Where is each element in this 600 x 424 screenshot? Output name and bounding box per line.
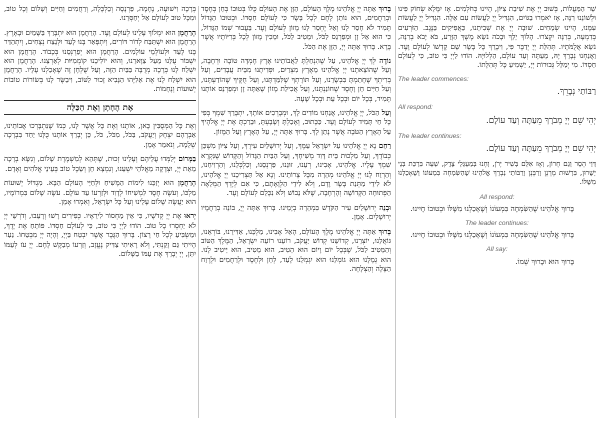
response-line: יְהִי שֵׁם יְיָ מְבֹרָךְ מֵעַתָּה וְעַד עוֹלָם. (486, 115, 596, 126)
paragraph-text: לְּךָ יְיָ אֱלֹהֵינוּ, עַל שֶׁהִנְחַלְתָּ לַאֲבוֹתֵינוּ אֶרֶץ חֶמְדָּה טוֹבָה וּרְחָבָה, וְעַל שֶׁהוֹצֵאתָנוּ יְיָ אֱלֹהֵינוּ מֵאֶרֶץ מִצְרַיִם, וּפְדִיתָנוּ מִבֵּית עֲבָדִים, וְעַל בְּרִיתְךָ שֶׁחָתַמְתָּ בִּבְשָׂרֵנוּ, וְעַל תּוֹרָתְךָ שֶׁלִּמַּדְתָּנוּ, וְעַל חֻקֶּיךָ שֶׁהוֹדַעְתָּנוּ, וְעַל חַיִּים חֵן וָחֶסֶד שֶׁחוֹנַנְתָּנוּ, וְעַל אֲכִילַת מָזוֹן שָׁאַתָּה זָן וּמְפַרְנֵס אוֹתָנוּ תָּמִיד, בְּכָל יוֹם וּבְכָל עֵת וּבְכָל שָׁעָה. (201, 56, 391, 103)
paragraph-text: אֶת יְיָ קְדֹשָׁיו, כִּי אֵין מַחְסוֹר לִירֵאָיו. כְּפִירִים רָשׁוּ וְרָעֵבוּ, וְדֹרְשֵׁי יְיָ לֹא יַחְסְרוּ כָל טוֹב. הוֹדוּ לַיְיָ כִּי טוֹב, כִּי לְעוֹלָם חַסְדּוֹ. פּוֹתֵחַ אֶת יָדֶךָ, וּמַשְׂבִּיעַ לְכָל חַי רָצוֹן. בָּרוּךְ הַגֶּבֶר אֲשֶׁר יִבְטַח בַּיְיָ, וְהָיָה יְיָ מִבְטַחוֹ. נַעַר הָיִיתִי גַּם זָקַנְתִּי, וְלֹא רָאִיתִי צַדִּיק נֶעֱזָב, וְזַרְעוֹ מְבַקֶּשׁ לָחֶם. יְיָ עֹז לְעַמּוֹ יִתֵּן, יְיָ יְבָרֵךְ אֶת עַמּוֹ בַשָּׁלוֹם. (4, 211, 196, 258)
instruction-rubric: All say: (486, 246, 508, 254)
paragraph-lead-word: וּבְנֵה (379, 202, 391, 212)
paragraph-text: אַתָּה יְיָ אֱלֹהֵינוּ מֶלֶךְ הָעוֹלָם, הַזָּן אֶת הָעוֹלָם כֻּלּוֹ בְּטוּבוֹ בְּחֵן בְּחֶסֶד וּבְרַחֲמִים, הוּא נוֹתֵן לֶחֶם לְכָל בָּשָׂר כִּי לְעוֹלָם חַסְדּוֹ. וּבְטוּבוֹ הַגָּדוֹל תָּמִיד לֹא חָסַר לָנוּ וְאַל יֶחְסַר לָנוּ מָזוֹן לְעוֹלָם וָעֶד. בַּעֲבוּר שְׁמוֹ הַגָּדוֹל, כִּי הוּא אֵל זָן וּמְפַרְנֵס לַכֹּל, וּמֵטִיב לַכֹּל, וּמֵכִין מָזוֹן לְכָל בְּרִיּוֹתָיו אֲשֶׁר בָּרָא. בָּרוּךְ אַתָּה יְיָ, הַזָּן אֶת הַכֹּל. (201, 4, 391, 51)
response-line: בָּרוּךְ אֱלֹהֵינוּ שֶׁהַשִּׂמְחָה בִּמְעוֹנוֹ וְשֶׁאָכַלְנוּ מִשֶּׁלּוֹ וּבְטוּבוֹ חָיִינוּ. (410, 230, 574, 240)
paragraph-text: יְרוּשָׁלַיִם עִיר הַקֹּדֶשׁ בִּמְהֵרָה בְיָמֵינוּ. בָּרוּךְ אַתָּה יְיָ, בּוֹנֵה בְרַחֲמָיו יְרוּשָׁלָיִם. אָמֵן. (201, 202, 391, 222)
blessing-paragraph: בְּרָכָה וִישׁוּעָה, נֶחָמָה, פַּרְנָסָה וְכַלְכָּלָה, וְרַחֲמִים וְחַיִּים וְשָׁלוֹם וְכָל טוֹב, וּמִכָּל טוּב לְעוֹלָם אַל יְחַסְּרֵנוּ. (4, 4, 196, 23)
paragraph-text: הוּא יְזַכֵּנוּ לִימוֹת הַמָּשִׁיחַ וּלְחַיֵּי הָעוֹלָם הַבָּא. מִגְדּוֹל יְשׁוּעוֹת מַלְכּוֹ, וְעֹשֶׂה חֶסֶד לִמְשִׁיחוֹ לְדָוִד וּלְזַרְעוֹ עַד עוֹלָם. עֹשֶׂה שָׁלוֹם בִּמְרוֹמָיו, הוּא יַעֲשֶׂה שָׁלוֹם עָלֵינוּ וְעַל כָּל יִשְׂרָאֵל, וְאִמְרוּ אָמֵן. (4, 178, 196, 206)
section-heading: אֶת הֶחָתָן וְאֶת הַכַּלָּה (4, 100, 196, 115)
column-divider (395, 6, 396, 418)
paragraph-text: אַתָּה יְיָ אֱלֹהֵינוּ מֶלֶךְ הָעוֹלָם, הָאֵל אָבִינוּ, מַלְכֵּנוּ, אַדִּירֵנוּ, בּוֹרְאֵנוּ, גּוֹאֲלֵנוּ, יוֹצְרֵנוּ, קְדוֹשֵׁנוּ קְדוֹשׁ יַעֲקֹב, רוֹעֵנוּ רוֹעֵה יִשְׂרָאֵל, הַמֶּלֶךְ הַטּוֹב וְהַמֵּטִיב לַכֹּל, שֶׁבְּכָל יוֹם וָיוֹם הוּא הֵטִיב, הוּא מֵטִיב, הוּא יֵיטִיב לָנוּ. הוּא גְמָלָנוּ הוּא גוֹמְלֵנוּ הוּא יִגְמְלֵנוּ לָעַד, לְחֵן וּלְחֶסֶד וּלְרַחֲמִים וּלְרֶוַח הַצָּלָה וְהַצְלָחָה. (201, 226, 391, 274)
invitation-paragraph: דְּוַי הָסֵר וְגַם חָרוֹן, וְאָז אִלֵּם בְּשִׁיר יָרֹן, וְחָנוּ בְּמַעְגְּלֵי צֶדֶק, שְׁעֵה בִּרְכַּת בְּנֵי יְשֻׁרוּן, בִּרְשׁוּת מָרָנָן וְרַבָּנָן וְרַבּוֹתַי נְבָרֵךְ אֱלֹהֵינוּ שֶׁהַשִּׂמְחָה בִּמְעוֹנוֹ וְשֶׁאָכַלְנוּ מִשֶּׁלּוֹ. (398, 160, 596, 187)
middle-column (201, 4, 391, 420)
blessing-paragraph (201, 4, 391, 51)
instruction-rubric: All respond: (479, 193, 515, 201)
closing-line: בָּרוּךְ הוּא וּבָרוּךְ שְׁמוֹ. (515, 256, 574, 266)
response-line: יְהִי שֵׁם יְיָ מְבֹרָךְ מֵעַתָּה וְעַד עוֹלָם. (486, 144, 596, 155)
psalm-paragraph: שֵׁר הַמַּעֲלוֹת, בְּשׁוּב יְיָ אֶת שִׁיבַת צִיּוֹן, הָיִינוּ כְּחֹלְמִים. אָז יִמָּלֵא שְׂחוֹק פִּינוּ וּלְשׁוֹנֵנוּ רִנָּה, אָז יֹאמְרוּ בַגּוֹיִם, הִגְדִּיל יְיָ לַעֲשׂוֹת עִם אֵלֶּה. הִגְדִּיל יְיָ לַעֲשׂוֹת עִמָּנוּ, הָיִינוּ שְׂמֵחִים. שׁוּבָה יְיָ אֶת שְׁבִיתֵנוּ, כַּאֲפִיקִים בַּנֶּגֶב. הַזֹּרְעִים בְּדִמְעָה, בְּרִנָּה יִקְצֹרוּ. הָלוֹךְ יֵלֵךְ וּבָכֹה נֹשֵׂא מֶשֶׁךְ הַזָּרַע, בֹּא יָבֹא בְרִנָּה, נֹשֵׂא אֲלֻמֹּתָיו. תְּהִלַּת יְיָ יְדַבֶּר פִּי, וִיבָרֵךְ כָּל בָּשָׂר שֵׁם קָדְשׁוֹ לְעוֹלָם וָעֶד. וַאֲנַחְנוּ נְבָרֵךְ יָהּ, מֵעַתָּה וְעַד עוֹלָם, הַלְלוּיָהּ. הוֹדוּ לַיְיָ כִּי טוֹב, כִּי לְעוֹלָם חַסְדּוֹ. מִי יְמַלֵּל גְּבוּרוֹת יְיָ, יַשְׁמִיעַ כָּל תְּהִלָּתוֹ. (398, 4, 596, 70)
paragraph-lead-word: הָרַחֲמָן (177, 178, 196, 188)
blessing-paragraph (4, 178, 196, 206)
paragraph-lead-word: יְראוּ (184, 211, 196, 221)
response-line: בָּרוּךְ אֱלֹהֵינוּ שֶׁהַשִּׂמְחָה בִּמְעוֹנוֹ וְשֶׁאָכַלְנוּ מִשֶּׁלּוֹ וּבְטוּבוֹ חָיִינוּ. (410, 204, 574, 214)
blessing-paragraph (201, 56, 391, 103)
paragraph-lead-word: בָּרוּךְ (378, 4, 391, 13)
paragraph-text: הוּא יִמְלוֹךְ עָלֵינוּ לְעוֹלָם וָעֶד. הָרַחֲמָן הוּא יִתְבָּרַךְ בַּשָּׁמַיִם וּבָאָרֶץ. הָרַחֲמָן הוּא יִשְׁתַּבַּח לְדוֹר דּוֹרִים, וְיִתְפָּאַר בָּנוּ לָעַד וּלְנֵצַח נְצָחִים, וְיִתְהַדַּר בָּנוּ לָעַד וּלְעוֹלְמֵי עוֹלָמִים. הָרַחֲמָן הוּא יְפַרְנְסֵנוּ בְּכָבוֹד. הָרַחֲמָן הוּא יִשְׁבּוֹר עֻלֵּנוּ מֵעַל צַוָּארֵנוּ, וְהוּא יוֹלִיכֵנוּ קוֹמְמִיּוּת לְאַרְצֵנוּ. הָרַחֲמָן הוּא יִשְׁלַח לָנוּ בְּרָכָה מְרֻבָּה בַּבַּיִת הַזֶּה, וְעַל שֻׁלְחָן זֶה שֶׁאָכַלְנוּ עָלָיו. הָרַחֲמָן הוּא יִשְׁלַח לָנוּ אֶת אֵלִיָּהוּ הַנָּבִיא זָכוּר לַטּוֹב, וִיבַשֶּׂר לָנוּ בְּשׂוֹרוֹת טוֹבוֹת יְשׁוּעוֹת וְנֶחָמוֹת. (4, 27, 196, 94)
blessing-paragraph (201, 203, 391, 222)
instruction-rubric: The leader commences: (398, 75, 469, 83)
paragraph-text: יְלַמְּדוּ עֲלֵיהֶם וְעָלֵינוּ זְכוּת, שֶׁתְּהֵא לְמִשְׁמֶרֶת שָׁלוֹם, וְנִשָּׂא בְרָכָה מֵאֵת יְיָ, וּצְדָקָה מֵאֱלֹהֵי יִשְׁעֵנוּ, וְנִמְצָא חֵן וְשֵׂכֶל טוֹב בְּעֵינֵי אֱלֹהִים וְאָדָם. (4, 154, 196, 173)
paragraph-text: נָא יְיָ אֱלֹהֵינוּ עַל יִשְׂרָאֵל עַמֶּךָ, וְעַל יְרוּשָׁלַיִם עִירֶךָ, וְעַל צִיּוֹן מִשְׁכַּן כְּבוֹדֶךָ, וְעַל מַלְכוּת בֵּית דָּוִד מְשִׁיחֶךָ, וְעַל הַבַּיִת הַגָּדוֹל וְהַקָּדוֹשׁ שֶׁנִּקְרָא שִׁמְךָ עָלָיו. אֱלֹהֵינוּ, אָבִינוּ, רְעֵנוּ, זוּנֵנוּ, פַּרְנְסֵנוּ, וְכַלְכְּלֵנוּ, וְהַרְוִיחֵנוּ, וְהַרְוַח לָנוּ יְיָ אֱלֹהֵינוּ מְהֵרָה מִכָּל צָרוֹתֵינוּ. וְנָא אַל תַּצְרִיכֵנוּ יְיָ אֱלֹהֵינוּ, לֹא לִידֵי מַתְּנַת בָּשָׂר וָדָם, וְלֹא לִידֵי הַלְוָאָתָם, כִּי אִם לְיָדְךָ הַמְּלֵאָה הַפְּתוּחָה הַקְּדוֹשָׁה וְהָרְחָבָה, שֶׁלֹּא נֵבוֹשׁ וְלֹא נִכָּלֵם לְעוֹלָם וָעֶד. (201, 141, 391, 198)
leader-line: רַבּוֹתַי נְבָרֵךְ. (557, 87, 596, 98)
instruction-rubric: All respond: (398, 104, 433, 112)
paragraph-lead-word: בָּרוּךְ (378, 226, 391, 236)
paragraph-text: הַכֹּל, יְיָ אֱלֹהֵינוּ, אֲנַחְנוּ מוֹדִים לָךְ, וּמְבָרְכִים אוֹתָךְ, יִתְבָּרַךְ שִׁמְךָ בְּפִי כָּל חַי תָּמִיד לְעוֹלָם וָעֶד. כַּכָּתוּב, וְאָכַלְתָּ וְשָׂבָעְתָּ, וּבֵרַכְתָּ אֶת יְיָ אֱלֹהֶיךָ עַל הָאָרֶץ הַטֹּבָה אֲשֶׁר נָתַן לָךְ. בָּרוּךְ אַתָּה יְיָ, עַל הָאָרֶץ וְעַל הַמָּזוֹן. (201, 108, 391, 136)
instruction-rubric: The leader continues: (398, 132, 462, 140)
left-column (4, 4, 196, 420)
blessing-paragraph: וְאֶת כָּל הַמְּסֻבִּין כָּאן, אוֹתָנוּ וְאֶת כָּל אֲשֶׁר לָנוּ, כְּמוֹ שֶׁנִּתְבָּרְכוּ אֲבוֹתֵינוּ, אַבְרָהָם יִצְחָק וְיַעֲקֹב, בַּכֹּל, מִכֹּל, כֹּל, כֵּן יְבָרֵךְ אוֹתָנוּ כֻּלָּנוּ יַחַד בִּבְרָכָה שְׁלֵמָה, וְנֹאמַר אָמֵן. (4, 121, 196, 149)
blessing-paragraph (201, 108, 391, 136)
blessing-paragraph (4, 154, 196, 173)
paragraph-lead-word: נוֹדֶה (379, 56, 391, 66)
paragraph-lead-word: רַחֵם (378, 141, 391, 151)
right-column (398, 4, 596, 420)
blessing-paragraph (201, 141, 391, 197)
paragraph-lead-word: בַּמָּרוֹם (178, 154, 196, 164)
paragraph-lead-word: הָרַחֲמָן (177, 27, 196, 37)
blessing-paragraph (201, 227, 391, 274)
blessing-paragraph (4, 211, 196, 258)
blessing-paragraph (4, 28, 196, 94)
column-divider (198, 6, 199, 418)
paragraph-lead-word: וְעַל (381, 108, 391, 118)
instruction-rubric: The leader continues: (465, 220, 529, 228)
